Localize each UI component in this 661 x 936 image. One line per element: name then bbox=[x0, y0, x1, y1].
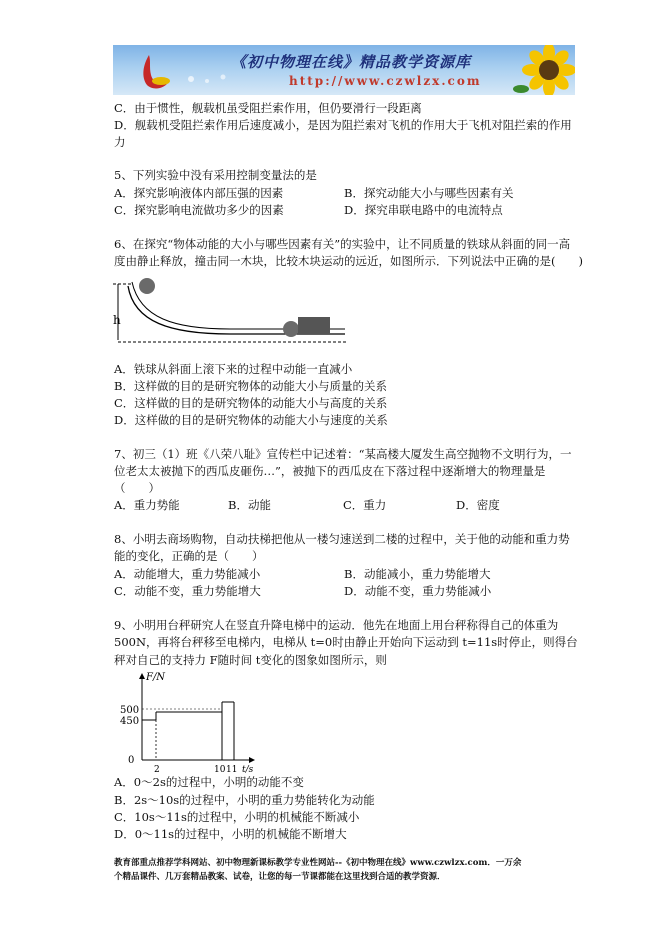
q9-stem-line1: 9、小明用台秤研究人在竖直升降电梯中的运动．他先在地面上用台秤称得自己的体重为 bbox=[114, 618, 559, 632]
force-time-graph bbox=[114, 668, 264, 774]
footer-line1: 教育部重点推荐学科网站、初中物理新课标教学专业性网站--《初中物理在线》www.czwlzx.com．一万余 bbox=[114, 858, 522, 868]
x-tick-10: 10 bbox=[214, 765, 226, 774]
q7-option-d: D．密度 bbox=[456, 498, 500, 512]
q9-stem-line2: 500N，再将台秤移至电梯内，电梯从 t=0时由静止开始向下运动到 t=11s时停止，则得台 bbox=[114, 635, 578, 649]
q7-stem-line3: （ ） bbox=[114, 481, 160, 495]
q5-option-d: D．探究串联电路中的电流特点 bbox=[344, 203, 503, 217]
iron-ball-top bbox=[139, 278, 155, 294]
q9-stem-line3: 秤对自己的支持力 F随时间 t变化的图象如图所示，则 bbox=[114, 653, 387, 667]
q6-option-c: C．这样做的目的是研究物体的动能大小与高度的关系 bbox=[114, 396, 388, 410]
y-tick-500: 500 bbox=[120, 705, 140, 716]
q6-stem-line2: 度由静止释放，撞击同一木块，比较木块运动的远近，如图所示．下列说法中正确的是( ) bbox=[114, 254, 583, 268]
q9-option-c: C．10s～11s的过程中，小明的机械能不断减小 bbox=[114, 810, 360, 824]
q5-option-b: B．探究动能大小与哪些因素有关 bbox=[344, 186, 514, 200]
header-banner bbox=[113, 45, 575, 95]
decor-dots-icon bbox=[183, 69, 283, 89]
footer-line2: 个精品课件、几万套精品教案、试卷，让您的每一节课都能在这里找到合适的教学资源． bbox=[114, 872, 446, 882]
sunflower-icon bbox=[513, 45, 575, 95]
q4-option-c: C．由于惯性，舰载机虽受阻拦索作用，但仍要滑行一段距离 bbox=[114, 101, 422, 115]
banner-title: 《初中物理在线》精品教学资源库 bbox=[231, 53, 472, 71]
q4-option-d-line2: 力 bbox=[114, 135, 126, 149]
q6-stem-line1: 6、在探究“物体动能的大小与哪些因素有关”的实验中，让不同质量的铁球从斜面的同一高 bbox=[114, 237, 571, 251]
iron-ball-bottom bbox=[283, 321, 299, 337]
q4-option-d-line1: D．舰载机受阻拦索作用后速度减小，是因为阻拦索对飞机的作用大于飞机对阻拦索的作用 bbox=[114, 118, 572, 132]
banner-url[interactable]: http://www.czwlzx.com bbox=[289, 74, 482, 88]
q8-option-d: D．动能不变，重力势能减小 bbox=[344, 584, 492, 598]
q7-option-a: A．重力势能 bbox=[114, 498, 180, 512]
y-tick-0: 0 bbox=[128, 755, 135, 766]
q9-option-a: A．0～2s的过程中，小明的动能不变 bbox=[114, 775, 304, 789]
q8-stem-line2: 能的变化，正确的是（ ） bbox=[114, 549, 264, 563]
q5-stem: 5、下列实验中没有采用控制变量法的是 bbox=[114, 168, 317, 182]
y-axis-label: F/N bbox=[146, 672, 166, 683]
x-tick-2: 2 bbox=[154, 765, 160, 774]
q8-option-a: A．动能增大，重力势能减小 bbox=[114, 567, 261, 581]
q8-option-b: B．动能减小，重力势能增大 bbox=[344, 567, 491, 581]
x-axis-label: t/s bbox=[242, 765, 254, 774]
q6-option-d: D．这样做的目的是研究物体的动能大小与速度的关系 bbox=[114, 413, 388, 427]
q7-stem-line2: 位老太太被抛下的西瓜皮砸伤…”，被抛下的西瓜皮在下落过程中逐渐增大的物理量是 bbox=[114, 464, 546, 478]
q6-option-b: B．这样做的目的是研究物体的动能大小与质量的关系 bbox=[114, 379, 387, 393]
height-label: h bbox=[113, 313, 121, 327]
q7-option-b: B．动能 bbox=[228, 498, 271, 512]
q9-option-d: D．0～11s的过程中，小明的机械能不断增大 bbox=[114, 827, 347, 841]
q7-option-c: C．重力 bbox=[343, 498, 387, 512]
wood-block bbox=[298, 317, 330, 334]
y-tick-450: 450 bbox=[120, 716, 140, 727]
q8-option-c: C．动能不变，重力势能增大 bbox=[114, 584, 261, 598]
q5-option-a: A．探究影响液体内部压强的因素 bbox=[114, 186, 284, 200]
q5-option-c: C．探究影响电流做功多少的因素 bbox=[114, 203, 284, 217]
q6-option-a: A．铁球从斜面上滚下来的过程中动能一直减小 bbox=[114, 362, 353, 376]
q8-stem-line1: 8、小明去商场购物，自动扶梯把他从一楼匀速送到二楼的过程中，关于他的动能和重力势 bbox=[114, 532, 570, 546]
x-tick-11: 11 bbox=[226, 765, 238, 774]
q7-stem-line1: 7、初三（1）班《八荣八耻》宣传栏中记述着：“某高楼大厦发生高空抛物不文明行为，一 bbox=[114, 447, 572, 461]
q9-option-b: B．2s～10s的过程中，小明的重力势能转化为动能 bbox=[114, 793, 375, 807]
site-logo-icon bbox=[135, 51, 173, 91]
ramp-experiment-figure bbox=[110, 274, 350, 354]
